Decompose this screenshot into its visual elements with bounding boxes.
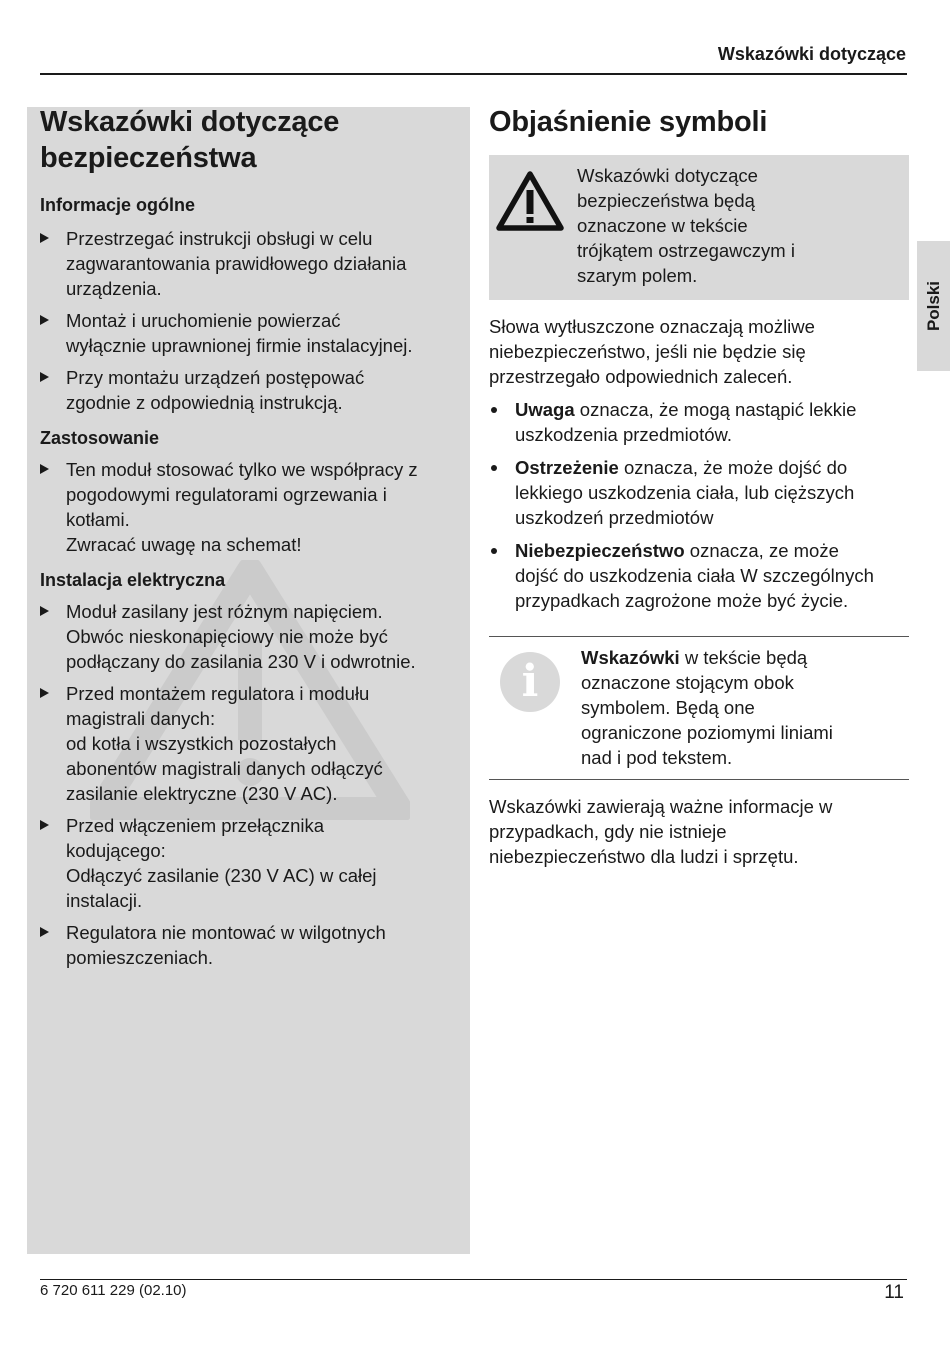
list-item — [40, 457, 460, 557]
item-line: Ten moduł stosować tylko we współpracy z — [66, 459, 418, 480]
item-line: Przed włączeniem przełącznika — [66, 815, 325, 836]
text-line: przypadkach, gdy nie istnieje — [489, 821, 727, 842]
text-line: trójkątem ostrzegawczym i — [577, 240, 795, 261]
signal-word: Niebezpieczeństwo — [515, 540, 685, 561]
text-line: nad i pod tekstem. — [581, 747, 733, 768]
item-line: instalacji. — [66, 890, 143, 911]
item-line: zasilanie elektryczne (230 V AC). — [66, 783, 338, 804]
safety-title-line: Wskazówki dotyczące — [40, 106, 340, 138]
safety-section — [40, 104, 460, 970]
intro-paragraph — [489, 314, 909, 389]
note-box — [489, 636, 909, 780]
warning-box — [489, 155, 909, 300]
item-line: magistrali danych: — [66, 708, 216, 729]
usage-list — [40, 457, 460, 557]
text-line: Wskazówki zawierają ważne informacje w — [489, 796, 833, 817]
triangle-bullet-icon — [40, 927, 49, 937]
triangle-bullet-icon — [40, 688, 49, 698]
text-line: niebezpieczeństwo dla ludzi i sprzętu. — [489, 846, 799, 867]
item-line: Przestrzegać instrukcji obsługi w celu — [66, 228, 373, 249]
closing-paragraph — [489, 794, 909, 869]
footer-rule — [40, 1279, 907, 1280]
text-line: przestrzegało odpowiednich zaleceń. — [489, 366, 793, 387]
warning-box-text — [577, 163, 897, 288]
language-tab-label: Polski — [923, 280, 943, 332]
section-heading-electrical: Instalacja elektryczna — [40, 570, 226, 590]
item-line: kotłami. — [66, 509, 130, 530]
item-line: oznacza, ze może — [684, 540, 839, 561]
symbols-title: Objaśnienie symboli — [489, 106, 768, 138]
item-line: oznacza, że mogą nastąpić lekkie — [574, 399, 857, 420]
signal-word: Ostrzeżenie — [515, 457, 619, 478]
text-line: Słowa wytłuszczone oznaczają możliwe — [489, 316, 815, 337]
bullet-icon — [491, 548, 497, 554]
note-term: Wskazówki — [581, 647, 680, 668]
section-heading-usage: Zastosowanie — [40, 428, 160, 448]
text-line: szarym polem. — [577, 265, 698, 286]
safety-title-line: bezpieczeństwa — [40, 142, 257, 174]
item-line: pogodowymi regulatorami ogrzewania i — [66, 484, 387, 505]
item-line: Odłączyć zasilanie (230 V AC) w całej — [66, 865, 377, 886]
item-line: uszkodzeń przedmiotów — [515, 507, 714, 528]
bullet-icon — [491, 465, 497, 471]
item-line: przypadkach zagrożone może być życie. — [515, 590, 849, 611]
info-icon-glyph: i — [521, 656, 539, 707]
list-item — [40, 226, 460, 301]
running-header: Wskazówki dotyczące — [717, 44, 906, 64]
list-item — [40, 813, 460, 913]
general-list — [40, 226, 460, 415]
item-line: Przy montażu urządzeń postępować — [66, 367, 365, 388]
list-item — [40, 681, 460, 806]
safety-title — [40, 104, 460, 176]
item-line: od kotła i wszystkich pozostałych — [66, 733, 337, 754]
item-line: Moduł zasilany jest różnym napięciem. — [66, 601, 383, 622]
text-line: w tekście będą — [679, 647, 808, 668]
item-line: kodującego: — [66, 840, 166, 861]
triangle-bullet-icon — [40, 464, 49, 474]
list-item — [489, 538, 909, 613]
text-line: oznaczone stojącym obok — [581, 672, 794, 693]
warning-triangle-icon — [496, 170, 564, 232]
item-line: abonentów magistrali danych odłączyć — [66, 758, 383, 779]
triangle-bullet-icon — [40, 315, 49, 325]
text-line: niebezpieczeństwo, jeśli nie będzie się — [489, 341, 806, 362]
triangle-bullet-icon — [40, 606, 49, 616]
text-line: ograniczone poziomymi liniami — [581, 722, 833, 743]
item-line: Montaż i uruchomienie powierzać — [66, 310, 341, 331]
bullet-icon — [491, 407, 497, 413]
triangle-bullet-icon — [40, 372, 49, 382]
text-line: symbolem. Będą one — [581, 697, 755, 718]
symbols-section — [489, 104, 909, 869]
item-line: pomieszczeniach. — [66, 947, 214, 968]
list-item — [40, 365, 460, 415]
triangle-bullet-icon — [40, 233, 49, 243]
note-box-text — [581, 645, 881, 770]
section-heading-general: Informacje ogólne — [40, 195, 196, 215]
item-line: podłączany do zasilania 230 V i odwrotnie. — [66, 651, 416, 672]
list-item — [489, 397, 909, 447]
item-line: dojść do uszkodzenia ciała W szczególnych — [515, 565, 874, 586]
item-line: zgodnie z odpowiednią instrukcją. — [66, 392, 343, 413]
signal-words-list — [489, 397, 909, 613]
electrical-list — [40, 599, 460, 970]
item-line: zagwarantowania prawidłowego działania — [66, 253, 407, 274]
text-line: oznaczone w tekście — [577, 215, 748, 236]
item-line: wyłącznie uprawnionej firmie instalacyjnej. — [66, 335, 413, 356]
page-number: 11 — [884, 1282, 904, 1303]
item-line: Zwracać uwagę na schemat! — [66, 534, 302, 555]
list-item — [489, 455, 909, 530]
item-line: lekkiego uszkodzenia ciała, lub cięższych — [515, 482, 855, 503]
item-line: urządzenia. — [66, 278, 162, 299]
header-rule — [40, 73, 907, 75]
list-item — [40, 599, 460, 674]
item-line: uszkodzenia przedmiotów. — [515, 424, 732, 445]
item-line: oznacza, że może dojść do — [618, 457, 848, 478]
signal-word: Uwaga — [515, 399, 575, 420]
text-line: bezpieczeństwa będą — [577, 190, 755, 211]
item-line: Regulatora nie montować w wilgotnych — [66, 922, 386, 943]
triangle-bullet-icon — [40, 820, 49, 830]
info-icon — [500, 652, 560, 712]
item-line: Obwóc nieskonapięciowy nie może być — [66, 626, 388, 647]
list-item — [40, 308, 460, 358]
item-line: Przed montażem regulatora i modułu — [66, 683, 370, 704]
language-tab[interactable] — [917, 241, 950, 371]
document-number: 6 720 611 229 (02.10) — [40, 1282, 187, 1299]
text-line: Wskazówki dotyczące — [577, 165, 758, 186]
list-item — [40, 920, 460, 970]
